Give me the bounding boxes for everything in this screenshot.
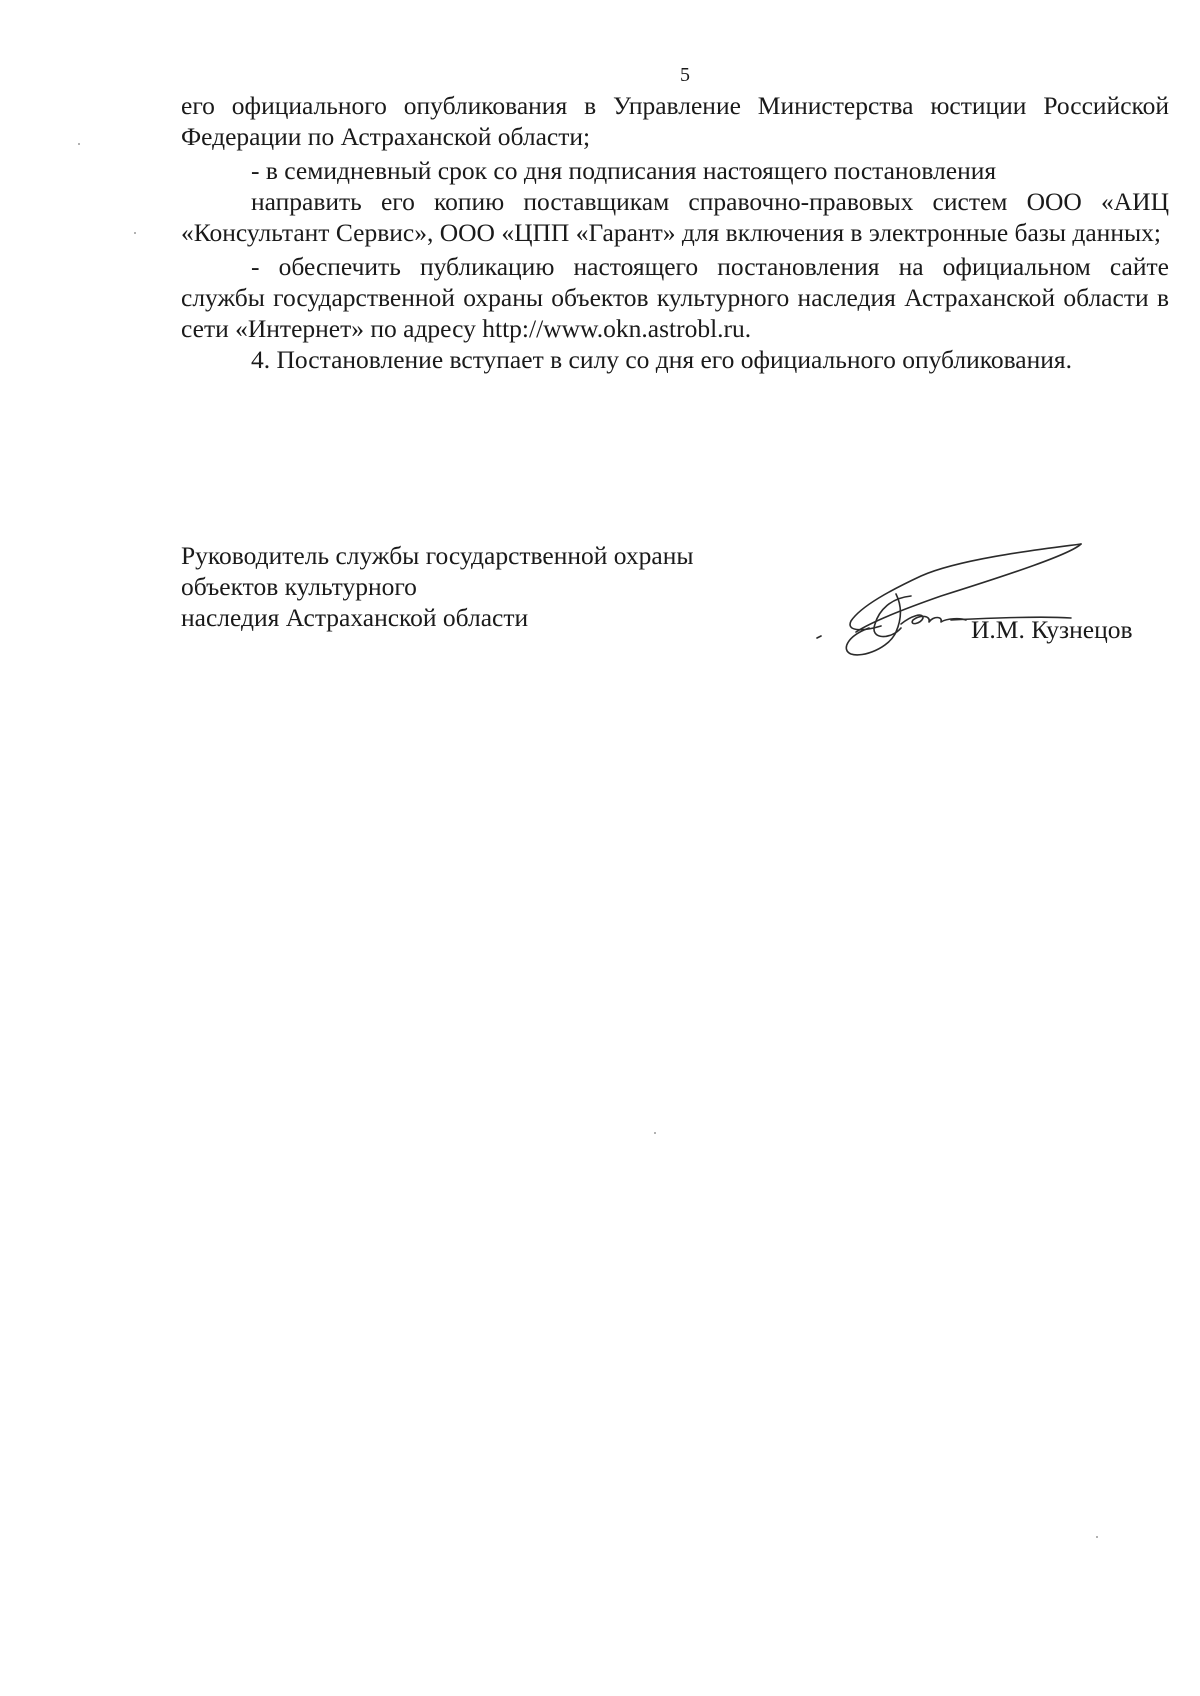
paragraph-send-copy-to-legal-systems: направить его копию поставщикам справочно-правовых систем ООО «АИЦ «Консультант Сервис», ООО «ЦПП «Гарант» для включения в электронные базы данных; <box>181 187 1169 247</box>
signatory-position-line: наследия Астраханской области <box>181 603 529 632</box>
signatory-position <box>181 540 694 633</box>
signatory-name: И.М. Кузнецов <box>971 615 1133 644</box>
signatory-position-line: объектов культурного <box>181 572 417 601</box>
paragraph-seven-day-term: - в семидневный срок со дня подписания настоящего постановления <box>251 156 997 185</box>
paragraph-entry-into-force: 4. Постановление вступает в силу со дня его официального опубликования. <box>251 345 1072 374</box>
scan-speck <box>78 143 80 145</box>
signatory-position-line: Руководитель службы государственной охраны <box>181 541 694 570</box>
signature-block <box>181 540 1169 660</box>
page-number: 5 <box>680 64 690 86</box>
paragraph-submission-to-justice-ministry: его официального опубликования в Управление Министерства юстиции Российской Федерации по Астраханской области; <box>181 91 1169 151</box>
scan-speck <box>1096 1536 1098 1538</box>
scan-speck <box>134 232 136 234</box>
document-body <box>181 90 1169 375</box>
paragraph-publish-on-website: - обеспечить публикацию настоящего постановления на официальном сайте службы государственной охраны объектов культурного наследия Астраханской области в сети «Интернет» по адресу http://www.okn.astrobl.ru. <box>181 252 1169 343</box>
scan-speck <box>654 1132 656 1134</box>
